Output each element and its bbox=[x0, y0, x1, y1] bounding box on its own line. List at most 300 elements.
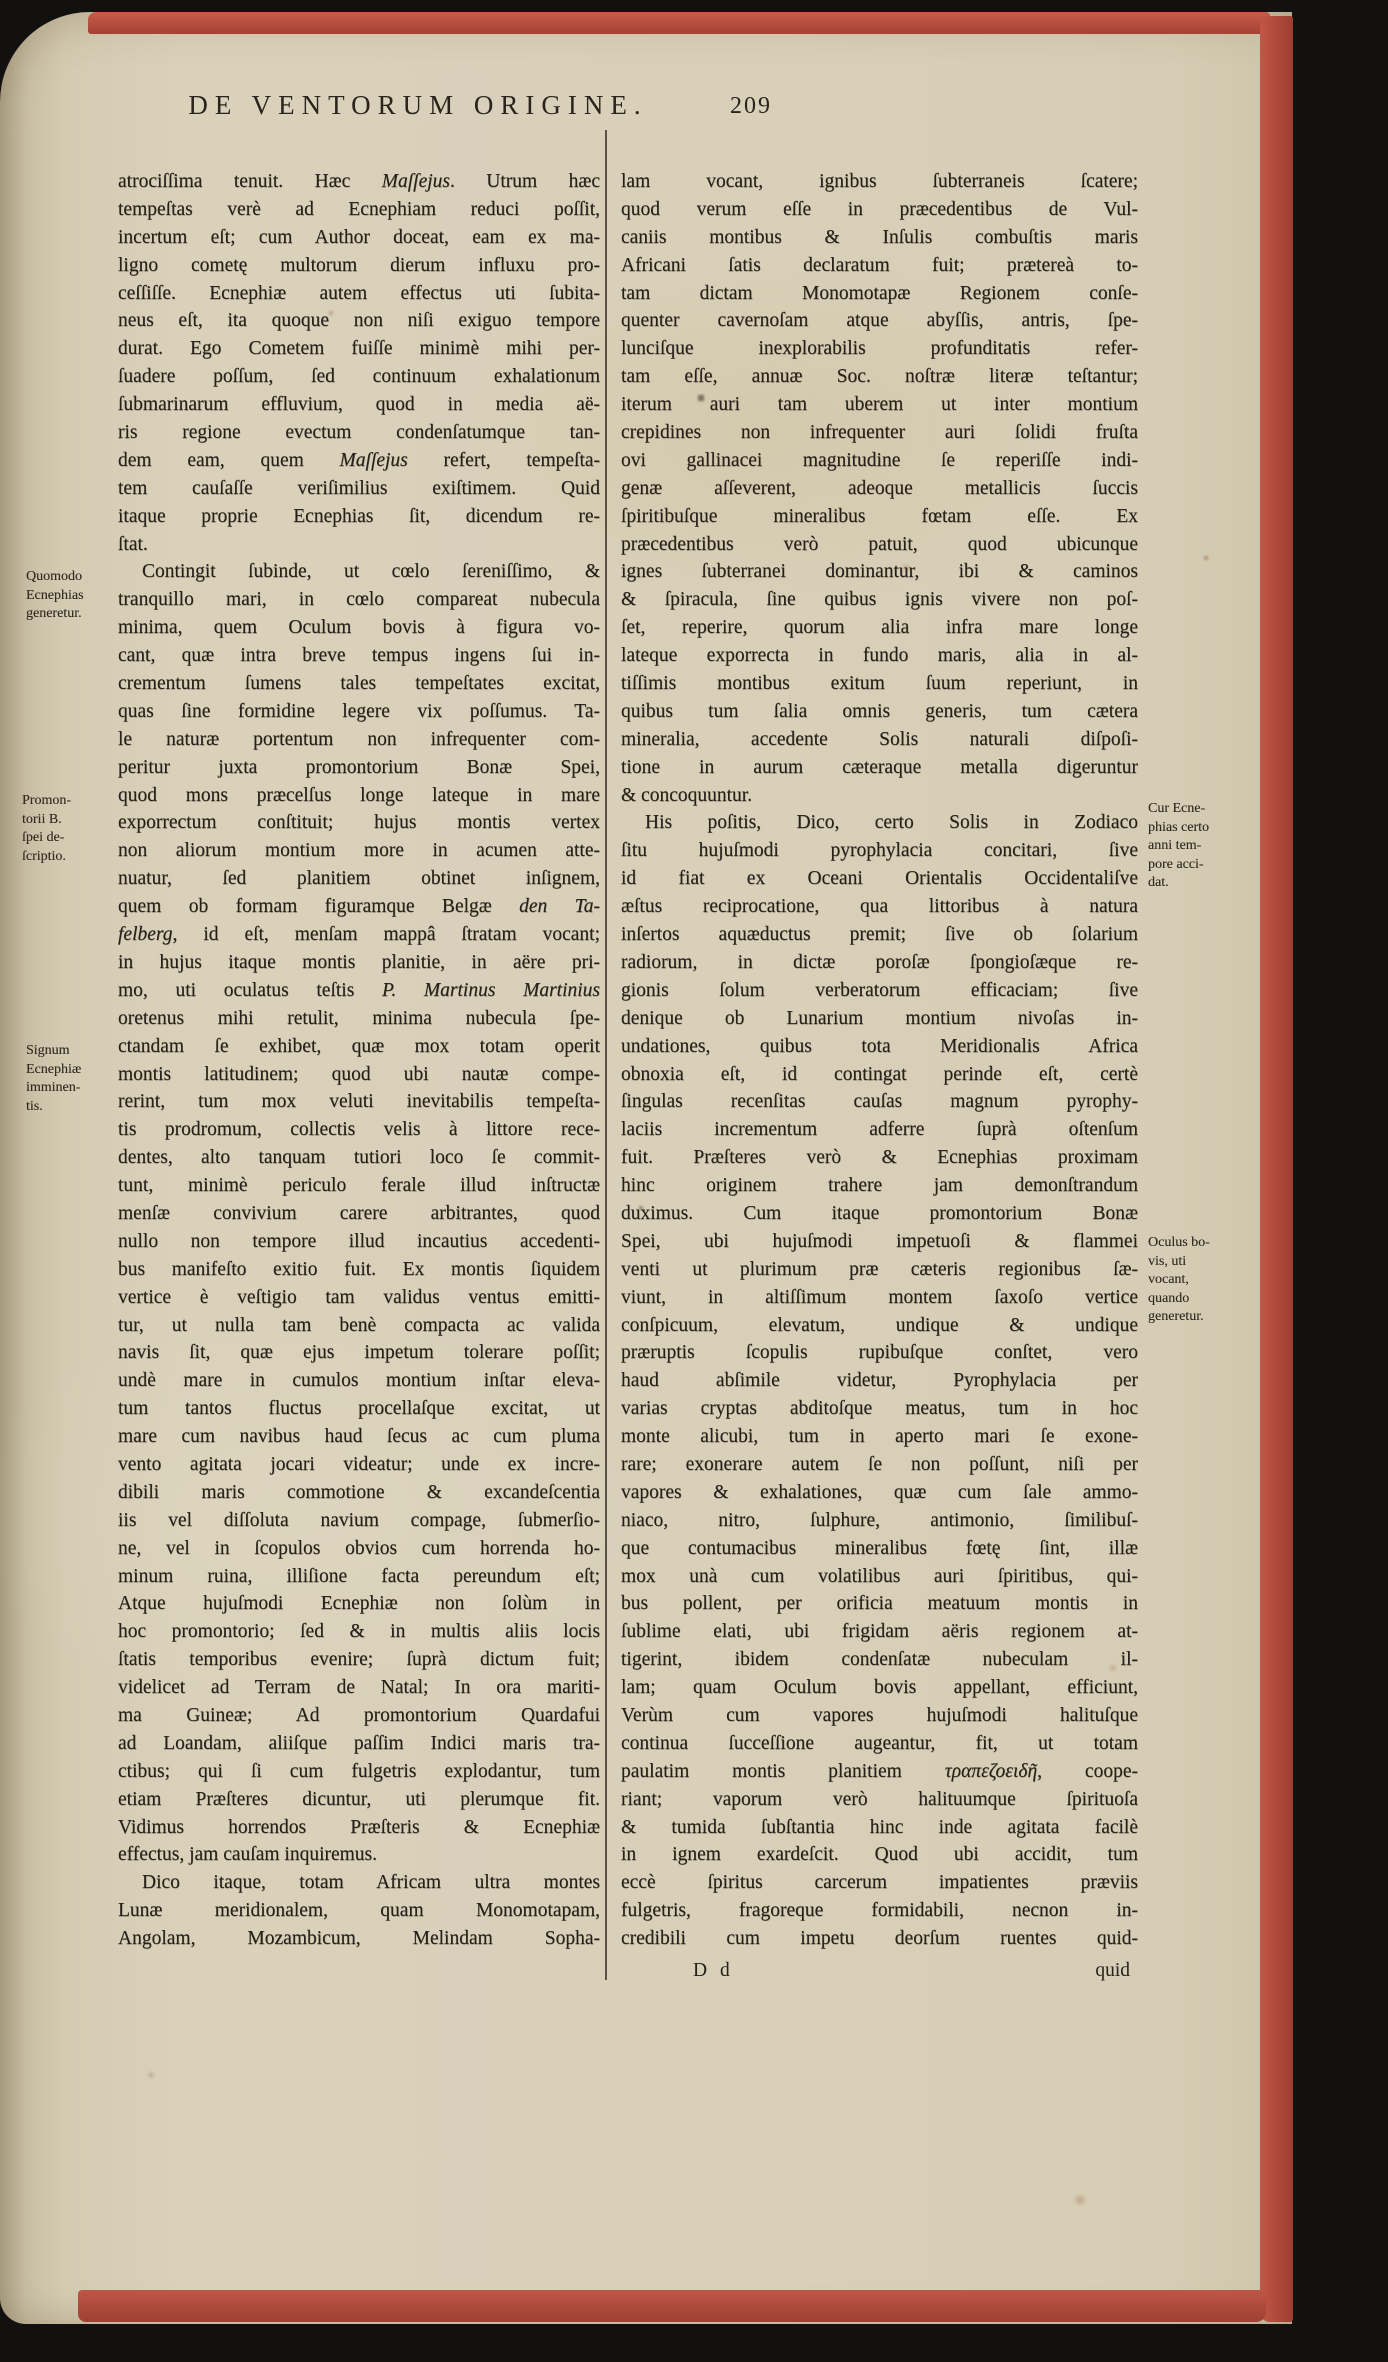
italic-text: Maſſejus bbox=[339, 449, 408, 471]
text-line bbox=[118, 977, 600, 1005]
margin-note-line: Ecnephias bbox=[26, 587, 84, 603]
roman-text: non aliorum montium more in acumen atte- bbox=[118, 840, 600, 862]
roman-text: lam vocant, ignibus ſubterraneis ſcatere; bbox=[621, 171, 1138, 192]
roman-text: & tumida ſubſtantia hinc inde agitata facilè bbox=[621, 1816, 1138, 1838]
text-line bbox=[621, 1451, 1138, 1479]
page-edge-red-right bbox=[1260, 16, 1293, 2322]
roman-text: ſpiritibuſque mineralibus fœtam eſſe. Ex bbox=[621, 505, 1138, 527]
text-line bbox=[118, 1618, 600, 1646]
roman-text: lam; quam Oculum bovis appellant, efficiunt, bbox=[621, 1677, 1138, 1699]
text-line bbox=[118, 391, 600, 419]
text-line bbox=[621, 949, 1138, 977]
text-line bbox=[621, 196, 1138, 224]
roman-text: rare; exonerare autem ſe non poſſunt, niſi per bbox=[621, 1453, 1138, 1475]
margin-note-line: Ecnephiæ bbox=[26, 1061, 82, 1077]
roman-text: vento agitata jocari videatur; unde ex incre- bbox=[118, 1453, 600, 1475]
roman-text: neus eſt, ita quoque non niſi exiguo tempore bbox=[118, 310, 600, 332]
text-line bbox=[621, 1367, 1138, 1395]
margin-note-line: vis, uti bbox=[1148, 1253, 1187, 1269]
roman-text: durat. Ego Cometem fuiſſe minimè mihi per- bbox=[118, 338, 600, 360]
text-line bbox=[621, 1479, 1138, 1507]
roman-text: . Utrum hæc bbox=[449, 171, 600, 192]
margin-note-line: torii B. bbox=[22, 811, 62, 827]
text-line bbox=[118, 196, 600, 224]
margin-note-line: generetur. bbox=[26, 606, 82, 622]
roman-text: ſingulas recenſitas cauſas magnum pyrophy- bbox=[621, 1091, 1138, 1113]
text-line bbox=[118, 837, 600, 865]
text-line bbox=[118, 1507, 600, 1535]
text-line bbox=[621, 531, 1138, 559]
roman-text: præcedentibus verò patuit, quod ubicunque bbox=[621, 533, 1138, 555]
roman-text: tunt, minimè periculo ferale illud inſtructæ bbox=[118, 1175, 600, 1197]
roman-text: bus pollent, per orificia meatuum montis in bbox=[621, 1593, 1138, 1615]
text-line bbox=[118, 531, 600, 559]
roman-text: mare cum navibus haud ſecus ac cum pluma bbox=[118, 1426, 600, 1448]
roman-text: ad Loandam, aliiſque paſſim Indici maris tra- bbox=[118, 1732, 600, 1754]
text-line bbox=[621, 168, 1138, 196]
text-line bbox=[621, 865, 1138, 893]
roman-text: iis vel diſſoluta navium compage, ſubmerſio- bbox=[118, 1509, 600, 1531]
page-edge-red-bottom bbox=[78, 2290, 1266, 2322]
text-line bbox=[621, 1563, 1138, 1591]
roman-text: tur, ut nulla tam benè compacta ac valida bbox=[118, 1314, 600, 1336]
text-line bbox=[621, 1507, 1138, 1535]
roman-text: ma Guineæ; Ad promontorium Quardafui bbox=[118, 1704, 600, 1726]
text-line bbox=[621, 726, 1138, 754]
margin-note-line: anni tem- bbox=[1148, 838, 1202, 854]
text-line bbox=[118, 1674, 600, 1702]
roman-text: inſertos aquæductus premit; ſive ob ſolarium bbox=[621, 924, 1138, 946]
text-line bbox=[118, 726, 600, 754]
text-line bbox=[621, 1312, 1138, 1340]
roman-text: Lunæ meridionalem, quam Monomotapam, bbox=[118, 1900, 600, 1922]
running-head-title: DE VENTORUM ORIGINE. bbox=[188, 90, 648, 120]
roman-text: que contumacibus mineralibus fœtę ſint, illæ bbox=[621, 1537, 1138, 1559]
roman-text: le naturæ portentum non infrequenter com- bbox=[118, 728, 600, 750]
text-line bbox=[118, 1535, 600, 1563]
text-line bbox=[621, 1535, 1138, 1563]
text-line bbox=[118, 1563, 600, 1591]
roman-text: His poſitis, Dico, certo Solis in Zodiaco bbox=[645, 812, 1138, 834]
text-line bbox=[118, 1395, 600, 1423]
text-line bbox=[118, 614, 600, 642]
roman-text: mineralia, accedente Solis naturali diſpoſi- bbox=[621, 728, 1138, 750]
roman-text: crementum ſumens tales tempeſtates excitat, bbox=[118, 673, 600, 695]
text-line bbox=[621, 642, 1138, 670]
margin-note-line: ſpei de- bbox=[22, 830, 65, 846]
roman-text: quod verum eſſe in præcedentibus de Vul- bbox=[621, 198, 1138, 220]
margin-note bbox=[1148, 800, 1262, 893]
roman-text: montis latitudinem; quod ubi nautæ compe- bbox=[118, 1063, 600, 1085]
text-line bbox=[621, 1088, 1138, 1116]
roman-text: vapores & exhalationes, quæ cum ſale ammo- bbox=[621, 1481, 1138, 1503]
roman-text: lateque exporrecta in fundo maris, alia in al- bbox=[621, 645, 1138, 667]
roman-text: duximus. Cum itaque promontorium Bonæ bbox=[621, 1202, 1138, 1224]
text-line bbox=[118, 168, 600, 196]
roman-text: fulgetris, fragoreque formidabili, necnon in- bbox=[621, 1900, 1138, 1922]
text-line bbox=[118, 1702, 600, 1730]
text-line bbox=[621, 503, 1138, 531]
text-line bbox=[621, 419, 1138, 447]
text-line bbox=[621, 977, 1138, 1005]
roman-text: Verùm cum vapores hujuſmodi halituſque bbox=[621, 1704, 1138, 1726]
text-line bbox=[118, 949, 600, 977]
italic-text: τραπεζοειδῆ bbox=[944, 1760, 1038, 1782]
text-line bbox=[621, 1200, 1138, 1228]
roman-text: viunt, in altiſſimum montem ſaxoſo vertice bbox=[621, 1286, 1138, 1308]
text-line bbox=[118, 1144, 600, 1172]
text-line bbox=[621, 809, 1138, 837]
margin-note bbox=[26, 1042, 140, 1116]
roman-text: etiam Præſteres dicuntur, uti plerumque fit. bbox=[118, 1788, 600, 1810]
text-line bbox=[118, 447, 600, 475]
roman-text: nullo non tempore illud incautius accedenti- bbox=[118, 1230, 600, 1252]
roman-text: Angolam, Mozambicum, Melindam Sopha- bbox=[118, 1928, 600, 1950]
roman-text: vertice è veſtigio tam validus ventus emitti- bbox=[118, 1286, 600, 1308]
text-line bbox=[118, 865, 600, 893]
text-line bbox=[118, 363, 600, 391]
margin-note bbox=[1148, 1234, 1262, 1327]
text-line bbox=[118, 1925, 600, 1953]
margin-note bbox=[26, 568, 140, 624]
margin-note-line: Signum bbox=[26, 1043, 70, 1058]
roman-text: ligno cometę multorum dierum influxu pro- bbox=[118, 254, 600, 276]
text-line bbox=[118, 921, 600, 949]
text-line bbox=[621, 1423, 1138, 1451]
roman-text: varias cryptas abditoſque meatus, tum in hoc bbox=[621, 1398, 1138, 1420]
text-line bbox=[621, 1395, 1138, 1423]
text-line bbox=[621, 252, 1138, 280]
roman-text: Vidimus horrendos Præſteris & Ecnephiæ bbox=[118, 1816, 600, 1838]
text-line bbox=[621, 1033, 1138, 1061]
roman-text: venti ut plurimum præ cæteris regionibus ſæ- bbox=[621, 1258, 1138, 1280]
roman-text: continua ſucceſſione augeantur, fit, ut totam bbox=[621, 1732, 1138, 1754]
roman-text: minum ruina, illiſione facta pereundum eſt; bbox=[118, 1565, 600, 1587]
roman-text: Atque hujuſmodi Ecnephiæ non ſolùm in bbox=[118, 1593, 600, 1615]
roman-text: dibili maris commotione & excandeſcentia bbox=[118, 1481, 600, 1503]
text-line bbox=[621, 1144, 1138, 1172]
roman-text: quenter cavernoſam atque abyſſis, antris, ſpe- bbox=[621, 310, 1138, 332]
text-line bbox=[621, 1172, 1138, 1200]
text-line bbox=[621, 921, 1138, 949]
text-line bbox=[621, 1702, 1138, 1730]
text-line bbox=[621, 1674, 1138, 1702]
roman-text: ne, vel in ſcopulos obvios cum horrenda ho- bbox=[118, 1537, 600, 1559]
roman-text: in ignem exardeſcit. Quod ubi accidit, tum bbox=[621, 1844, 1138, 1866]
margin-note-line: ſcriptio. bbox=[22, 848, 66, 864]
text-line bbox=[621, 307, 1138, 335]
text-line bbox=[621, 1061, 1138, 1089]
roman-text: conſpicuum, elevatum, undique & undique bbox=[621, 1314, 1138, 1336]
roman-text: videlicet ad Terram de Natal; In ora mariti- bbox=[118, 1677, 600, 1699]
roman-text: ſtat. bbox=[118, 533, 148, 555]
text-line bbox=[621, 1284, 1138, 1312]
roman-text: & ſpiracula, ſine quibus ignis vivere non poſ- bbox=[621, 589, 1138, 611]
roman-text: Contingit ſubinde, ut cœlo ſereniſſimo, & bbox=[142, 561, 600, 583]
roman-text: bus manifeſto exitio fuit. Ex montis ſiquidem bbox=[118, 1258, 600, 1280]
text-line bbox=[118, 280, 600, 308]
roman-text: tem cauſaſſe veriſimilius exiſtimem. Quid bbox=[118, 477, 600, 499]
text-line bbox=[118, 1061, 600, 1089]
roman-text: tione in aurum cæteraque metalla digeruntur bbox=[621, 756, 1138, 778]
text-line bbox=[621, 1116, 1138, 1144]
roman-text: tempeſtas verè ad Ecnephiam reduci poſſit, bbox=[118, 198, 600, 220]
margin-note-line: generetur. bbox=[1148, 1309, 1204, 1325]
text-line bbox=[118, 1339, 600, 1367]
roman-text: incertum eſt; cum Author doceat, eam ex ma- bbox=[118, 226, 600, 248]
text-line bbox=[621, 1730, 1138, 1758]
roman-text: quas ſine formidine legere vix poſſumus. Ta- bbox=[118, 700, 600, 722]
text-line bbox=[118, 1590, 600, 1618]
text-column-right bbox=[621, 168, 1138, 1953]
roman-text: & concoquuntur. bbox=[621, 784, 753, 806]
roman-text: ſet, reperire, quorum alia infra mare longe bbox=[621, 617, 1138, 639]
text-line bbox=[118, 1256, 600, 1284]
roman-text: id fiat ex Oceani Orientalis Occidentaliſve bbox=[621, 868, 1138, 890]
text-line bbox=[118, 782, 600, 810]
roman-text: itaque proprie Ecnephias ſit, dicendum re- bbox=[118, 505, 600, 527]
text-line bbox=[118, 252, 600, 280]
roman-text: genæ aſſeverent, adeoque metallicis ſuccis bbox=[621, 477, 1138, 499]
roman-text: denique ob Lunarium montium nivoſas in- bbox=[621, 1007, 1138, 1029]
roman-text: exporrectum conſtituit; hujus montis vertex bbox=[118, 812, 600, 834]
roman-text: ſtatis temporibus evenire; ſuprà dictum fuit; bbox=[118, 1649, 600, 1671]
roman-text: paulatim montis planitiem bbox=[621, 1760, 945, 1782]
text-line bbox=[621, 1869, 1138, 1897]
signature-mark: D d bbox=[693, 1960, 734, 1981]
roman-text: ris regione evectum condenſatumque tan- bbox=[118, 422, 600, 444]
roman-text: ſitu hujuſmodi pyrophylacia concitari, ſive bbox=[621, 840, 1138, 862]
page-edge-red-top bbox=[88, 12, 1270, 34]
roman-text: undè mare in cumulos montium inſtar eleva- bbox=[118, 1370, 600, 1392]
text-line bbox=[621, 698, 1138, 726]
margin-note-line: pore acci- bbox=[1148, 856, 1204, 872]
roman-text: , coope- bbox=[1037, 1760, 1138, 1782]
roman-text: radiorum, in dictæ poroſæ ſpongioſæque re- bbox=[621, 951, 1138, 973]
text-line bbox=[118, 1284, 600, 1312]
text-line bbox=[118, 1200, 600, 1228]
text-line bbox=[621, 1814, 1138, 1842]
margin-note-line: Quomodo bbox=[26, 569, 82, 584]
roman-text: quod mons præcelſus longe lateque in mare bbox=[118, 784, 600, 806]
text-line bbox=[118, 1730, 600, 1758]
margin-note-line: vocant, bbox=[1148, 1272, 1189, 1288]
roman-text: iterum auri tam uberem ut inter montium bbox=[621, 394, 1138, 416]
roman-text: haud abſimile videtur, Pyrophylacia per bbox=[621, 1370, 1138, 1392]
text-line bbox=[118, 1172, 600, 1200]
roman-text: tiſſimis montibus exitum ſuum reperiunt, in bbox=[621, 673, 1138, 695]
roman-text: riant; vaporum verò halituumque ſpirituoſa bbox=[621, 1788, 1138, 1810]
text-line bbox=[621, 1590, 1138, 1618]
roman-text: lunciſque inexplorabilis profunditatis refer- bbox=[621, 338, 1138, 360]
roman-text: quibus tum ſalia omnis generis, tum cætera bbox=[621, 700, 1138, 722]
roman-text: ſubmarinarum effluvium, quod in media aë- bbox=[118, 394, 600, 416]
roman-text: hoc promontorio; ſed & in multis aliis locis bbox=[118, 1621, 600, 1643]
roman-text: tranquillo mari, in cœlo compareat nubecula bbox=[118, 589, 600, 611]
text-line bbox=[621, 1339, 1138, 1367]
roman-text: navis ſit, quæ ejus impetum tolerare poſſit; bbox=[118, 1342, 600, 1364]
text-line bbox=[621, 1897, 1138, 1925]
text-line bbox=[621, 558, 1138, 586]
text-line bbox=[118, 1646, 600, 1674]
roman-text: fuit. Præſteres verò & Ecnephias proximam bbox=[621, 1147, 1138, 1169]
text-line bbox=[621, 224, 1138, 252]
text-line bbox=[118, 419, 600, 447]
roman-text: tam eſſe, annuæ Soc. noſtræ literæ teſtantur; bbox=[621, 366, 1138, 388]
text-line bbox=[118, 558, 600, 586]
footer-row bbox=[621, 1960, 1138, 1988]
text-line bbox=[118, 335, 600, 363]
roman-text: tam dictam Monomotapæ Regionem conſe- bbox=[621, 282, 1138, 304]
roman-text: Africani ſatis declaratum fuit; prætereà to- bbox=[621, 254, 1138, 276]
roman-text: monte alicubi, tum in aperto mari ſe exone- bbox=[621, 1426, 1138, 1448]
roman-text: refert, tempeſta- bbox=[407, 449, 600, 471]
roman-text: cant, quæ intra breve tempus ingens ſui in- bbox=[118, 645, 600, 667]
text-line bbox=[118, 1869, 600, 1897]
roman-text: ceſſiſſe. Ecnephiæ autem effectus uti ſubita- bbox=[118, 282, 600, 304]
text-line bbox=[118, 503, 600, 531]
roman-text: mo, uti oculatus teſtis bbox=[118, 979, 382, 1001]
text-line bbox=[621, 1841, 1138, 1869]
margin-note-line: phias certo bbox=[1148, 819, 1210, 835]
margin-note-line: Promon- bbox=[22, 793, 71, 808]
roman-text: rerint, tum mox veluti inevitabilis tempeſta- bbox=[118, 1091, 600, 1113]
text-line bbox=[621, 475, 1138, 503]
roman-text: tis prodromum, collectis velis à littore rece- bbox=[118, 1119, 600, 1141]
text-line bbox=[118, 475, 600, 503]
text-line bbox=[621, 1786, 1138, 1814]
roman-text: nuatur, ſed planitiem obtinet inſignem, bbox=[118, 868, 600, 890]
text-line bbox=[621, 363, 1138, 391]
roman-text: quem ob formam figuramque Belgæ bbox=[118, 896, 520, 918]
text-line bbox=[621, 1646, 1138, 1674]
text-line bbox=[118, 1786, 600, 1814]
text-line bbox=[621, 335, 1138, 363]
text-line bbox=[118, 642, 600, 670]
text-line bbox=[118, 809, 600, 837]
roman-text: hinc originem trahere jam demonſtrandum bbox=[621, 1175, 1138, 1197]
text-column-left bbox=[118, 168, 600, 1953]
roman-text: oretenus mihi retulit, minima nubecula ſpe- bbox=[118, 1007, 600, 1029]
text-line bbox=[118, 1423, 600, 1451]
text-line bbox=[621, 1228, 1138, 1256]
text-line bbox=[118, 1758, 600, 1786]
roman-text: tigerint, ibidem condenſatæ nubeculam il- bbox=[621, 1649, 1138, 1671]
text-line bbox=[118, 1367, 600, 1395]
text-line bbox=[621, 670, 1138, 698]
text-line bbox=[118, 1479, 600, 1507]
roman-text: credibili cum impetu deorſum ruentes quid- bbox=[621, 1928, 1138, 1950]
text-line bbox=[118, 1033, 600, 1061]
text-line bbox=[621, 614, 1138, 642]
text-line bbox=[621, 1618, 1138, 1646]
text-line bbox=[118, 1814, 600, 1842]
roman-text: ignes ſubterranei dominantur, ibi & caminos bbox=[621, 561, 1138, 583]
column-divider-rule bbox=[605, 130, 607, 1980]
roman-text: undationes, quibus tota Meridionalis Africa bbox=[621, 1035, 1138, 1057]
roman-text: crepidines non infrequenter auri ſolidi fruſta bbox=[621, 422, 1138, 444]
roman-text: dem eam, quem bbox=[118, 449, 340, 471]
roman-text: ctandam ſe exhibet, quæ mox totam operit bbox=[118, 1035, 600, 1057]
text-line bbox=[118, 307, 600, 335]
roman-text: obnoxia eſt, id contingat perinde eſt, certè bbox=[621, 1063, 1138, 1085]
text-line bbox=[621, 586, 1138, 614]
text-line bbox=[118, 1841, 600, 1869]
margin-note-line: Oculus bo- bbox=[1148, 1235, 1210, 1250]
roman-text: tum tantos fluctus procellaſque excitat, ut bbox=[118, 1398, 600, 1420]
text-line bbox=[118, 1005, 600, 1033]
text-line bbox=[118, 1116, 600, 1144]
text-line bbox=[621, 447, 1138, 475]
italic-text: felberg bbox=[118, 924, 173, 946]
roman-text: æſtus reciprocatione, qua littoribus à natura bbox=[621, 896, 1138, 918]
roman-text: ctibus; qui ſi cum fulgetris explodantur, tum bbox=[118, 1760, 600, 1782]
text-line bbox=[118, 1451, 600, 1479]
text-line bbox=[118, 670, 600, 698]
margin-note-line: dat. bbox=[1148, 875, 1169, 891]
margin-note-line: imminen- bbox=[26, 1080, 81, 1096]
catchword: quid bbox=[1095, 1960, 1130, 1981]
text-line bbox=[118, 893, 600, 921]
book-page bbox=[0, 12, 1292, 2324]
margin-note bbox=[22, 792, 136, 866]
text-line bbox=[621, 391, 1138, 419]
page-number: 209 bbox=[730, 93, 772, 119]
roman-text: dentes, alto tanquam tutiori loco ſe commit- bbox=[118, 1147, 600, 1169]
text-line bbox=[118, 1897, 600, 1925]
roman-text: ovi gallinacei magnitudine ſe reperiſſe indi- bbox=[621, 449, 1138, 471]
roman-text: in hujus itaque montis planitie, in aëre pri- bbox=[118, 951, 600, 973]
italic-text: P. Martinus Martinius bbox=[381, 979, 600, 1001]
margin-note-line: quando bbox=[1148, 1290, 1190, 1306]
roman-text: eccè ſpiritus carcerum impatientes præviis bbox=[621, 1872, 1138, 1894]
text-line bbox=[621, 893, 1138, 921]
text-line bbox=[621, 1256, 1138, 1284]
italic-text: Maſſejus bbox=[381, 171, 450, 192]
roman-text: præruptis ſcopulis rupibuſque conſtet, vero bbox=[621, 1342, 1138, 1364]
text-line bbox=[118, 1088, 600, 1116]
roman-text: Spei, ubi hujuſmodi impetuoſi & flammei bbox=[621, 1230, 1138, 1252]
roman-text: caniis montibus & Inſulis combuſtis maris bbox=[621, 226, 1138, 248]
text-line bbox=[621, 754, 1138, 782]
text-line bbox=[118, 224, 600, 252]
roman-text: minima, quem Oculum bovis à figura vo- bbox=[118, 617, 600, 639]
roman-text: peritur juxta promontorium Bonæ Spei, bbox=[118, 756, 600, 778]
roman-text: ſuadere poſſum, ſed continuum exhalationum bbox=[118, 366, 600, 388]
text-line bbox=[118, 698, 600, 726]
roman-text: effectus, jam cauſam inquiremus. bbox=[118, 1844, 378, 1866]
italic-text: den Ta- bbox=[519, 896, 600, 918]
roman-text: niaco, nitro, ſulphure, antimonio, ſimilibuſ- bbox=[621, 1509, 1138, 1531]
margin-note-line: tis. bbox=[26, 1098, 43, 1114]
text-line bbox=[621, 782, 1138, 810]
roman-text: ſublime elati, ubi frigidam aëris regionem at- bbox=[621, 1621, 1138, 1643]
roman-text: laciis incrementum adferre ſuprà oſtenſum bbox=[621, 1119, 1138, 1141]
margin-note-line: Cur Ecne- bbox=[1148, 801, 1206, 816]
text-line bbox=[621, 1005, 1138, 1033]
text-line bbox=[621, 837, 1138, 865]
roman-text: gionis ſolum verberatorum efficaciam; ſive bbox=[621, 979, 1138, 1001]
roman-text: , id eſt, menſam mappâ ſtratam vocant; bbox=[172, 924, 600, 946]
text-line bbox=[118, 586, 600, 614]
roman-text: menſæ convivium carere arbitrantes, quod bbox=[118, 1202, 600, 1224]
roman-text: mox unà cum volatilibus auri ſpiritibus, qui- bbox=[621, 1565, 1138, 1587]
roman-text: atrociſſima tenuit. Hæc bbox=[118, 171, 382, 192]
text-line bbox=[621, 1925, 1138, 1953]
text-line bbox=[118, 1312, 600, 1340]
paper-specks bbox=[0, 12, 2, 14]
text-line bbox=[118, 1228, 600, 1256]
